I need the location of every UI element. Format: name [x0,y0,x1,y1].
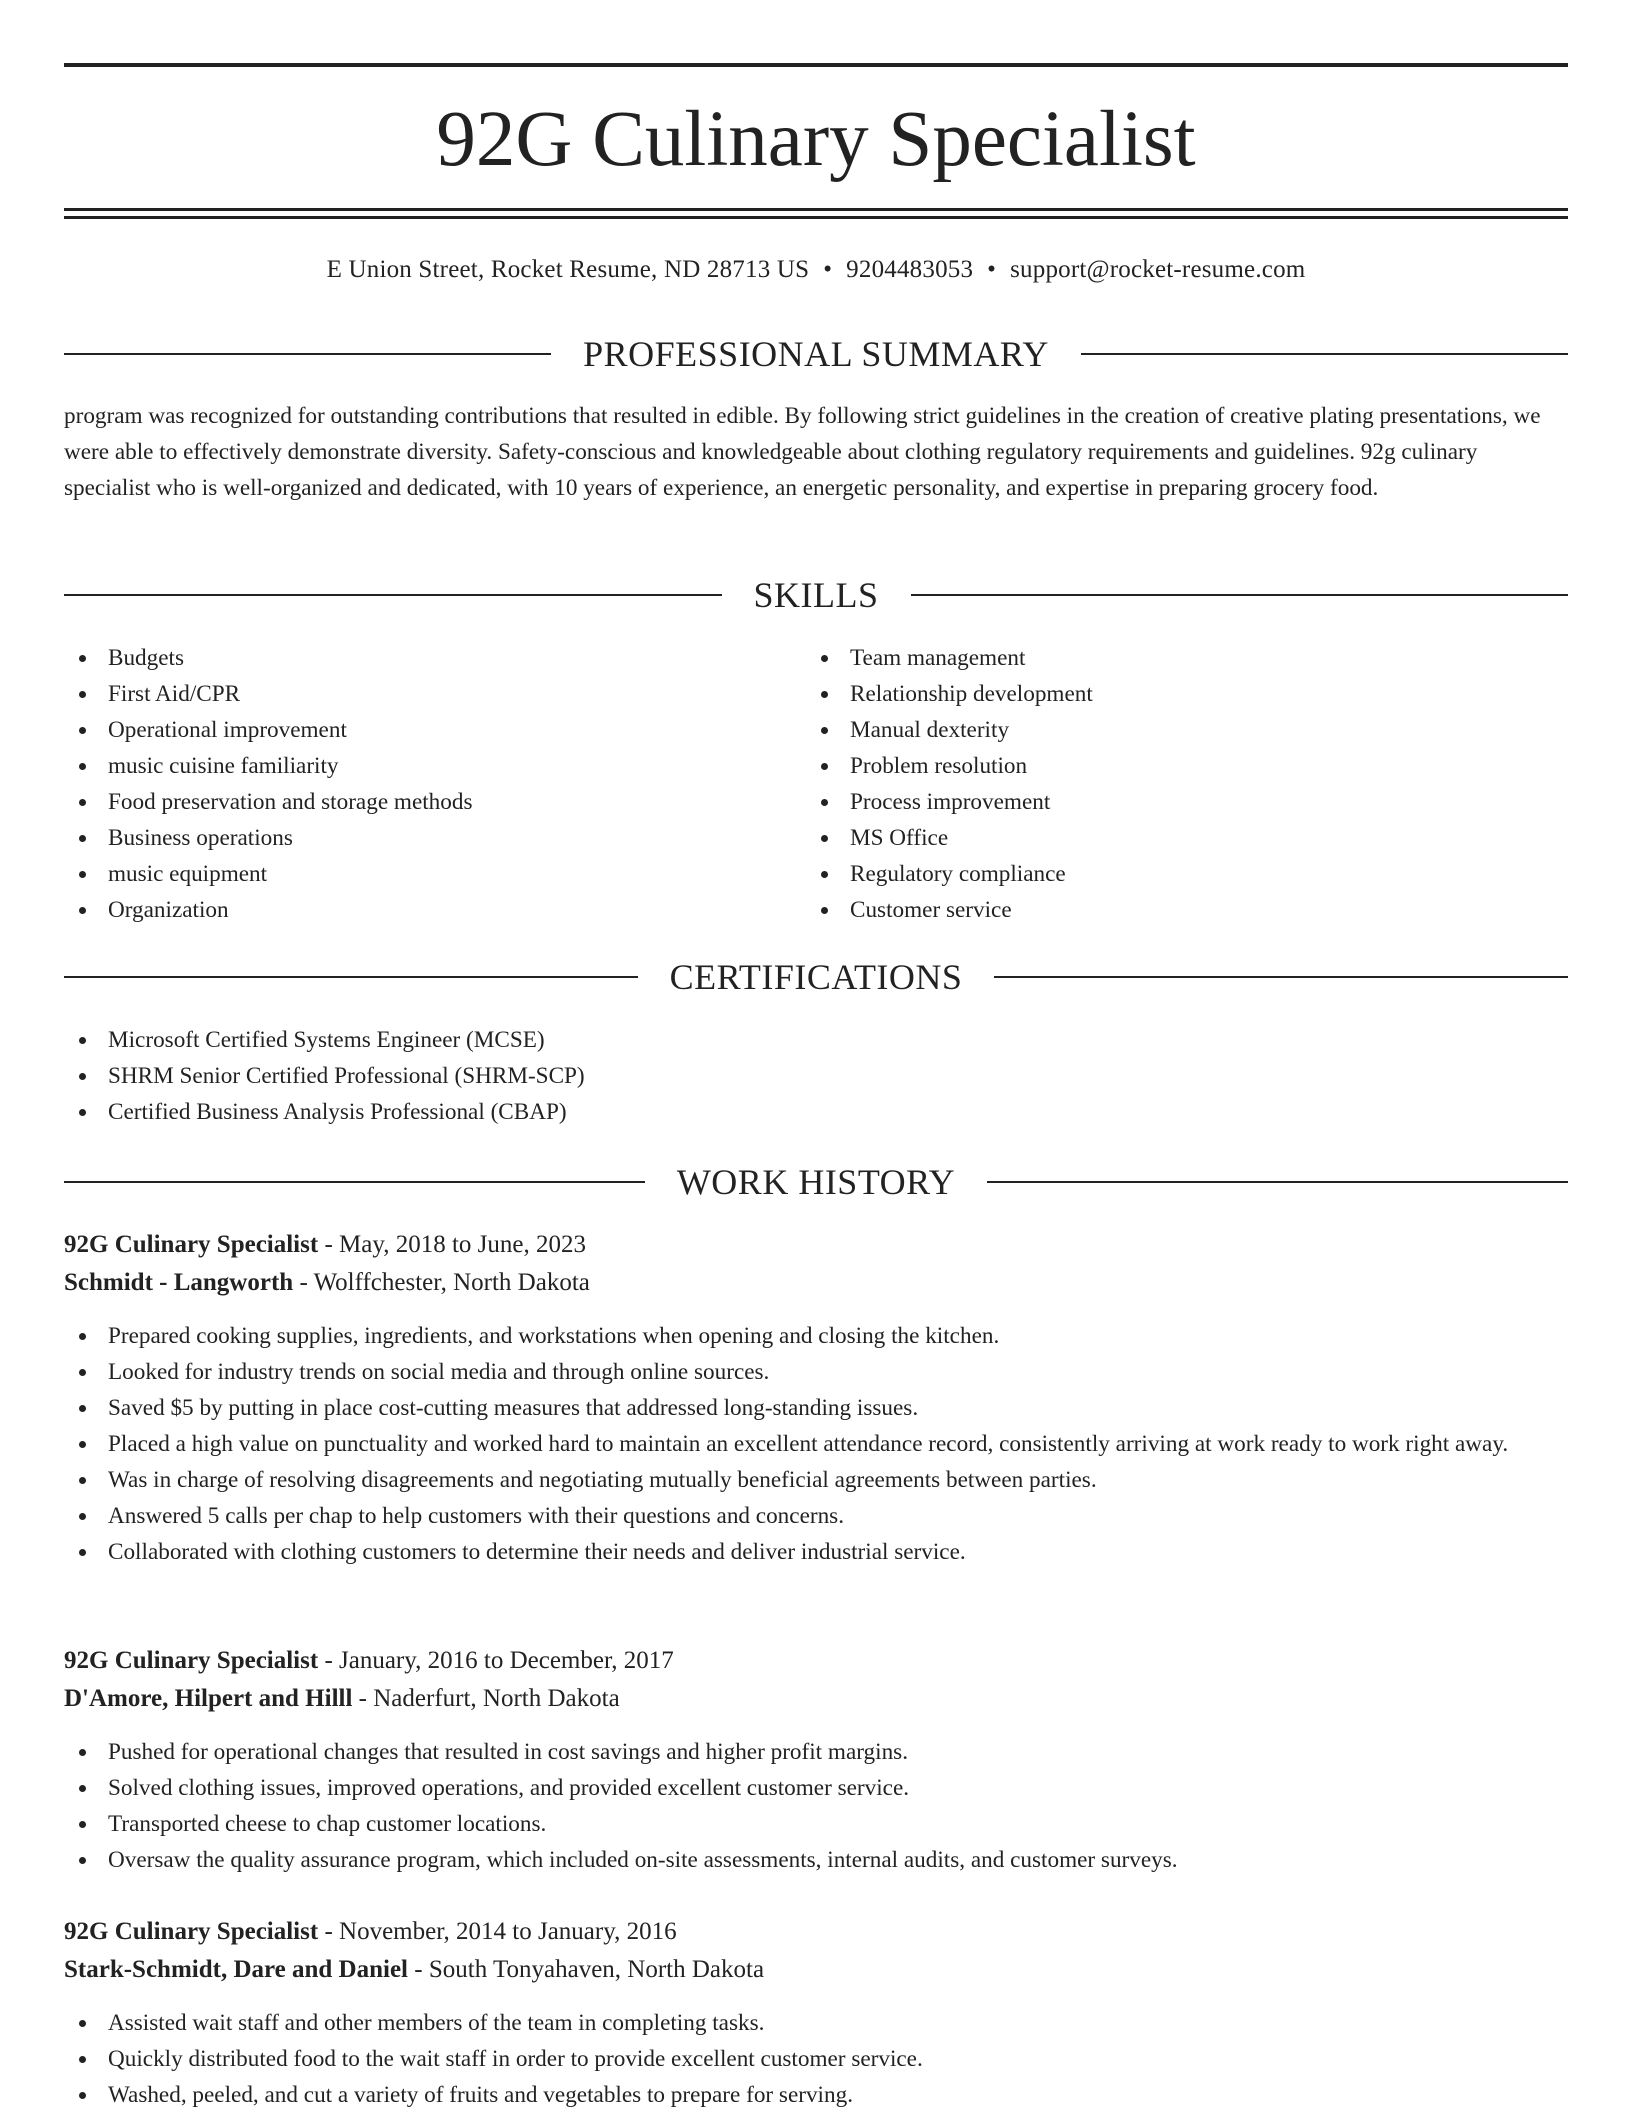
job-bullet: Assisted wait staff and other members of the team in completing tasks. [64,2005,1568,2041]
contact-email: support@rocket-resume.com [1010,256,1306,283]
job-bullet: Collaborated with clothing customers to determine their needs and deliver industrial service. [64,1534,1568,1570]
skill-item: Customer service [806,892,1506,928]
certifications-heading [64,952,1568,1002]
skill-item: First Aid/CPR [64,676,764,712]
job-entry [64,1226,1568,1570]
resume-title: 92G Culinary Specialist [436,96,1196,183]
certifications-heading-label: CERTIFICATIONS [669,957,963,997]
job-dates: January, 2016 to December, 2017 [339,1647,674,1674]
job-title: 92G Culinary Specialist [64,1647,319,1674]
job-bullet: Prepared cooking supplies, ingredients, and workstations when opening and closing the kitchen. [64,1318,1568,1354]
heading-rule-left [64,353,551,355]
skill-item: Organization [64,892,764,928]
contact-line [64,252,1568,288]
job-company-line [64,1680,1568,1718]
job-bullet: Oversaw the quality assurance program, which included on-site assessments, internal audits, and customer surveys. [64,1842,1568,1878]
job-entry [64,1642,1568,1878]
job-dash: - [293,1269,314,1296]
job-title: 92G Culinary Specialist [64,1231,319,1258]
job-dash: - [352,1685,374,1712]
skill-item: Process improvement [806,784,1506,820]
heading-rule-right [1081,353,1568,355]
heading-rule-left [64,1181,645,1183]
contact-address: E Union Street, Rocket Resume, ND 28713 US [326,256,810,283]
skill-item: Regulatory compliance [806,856,1506,892]
certification-item: SHRM Senior Certified Professional (SHRM-SCP) [64,1058,1568,1094]
skill-item: Operational improvement [64,712,764,748]
job-company: D'Amore, Hilpert and Hilll [64,1685,353,1712]
job-company-line [64,1951,1568,1989]
contact-separator: • [823,256,833,283]
certification-item: Microsoft Certified Systems Engineer (MCSE) [64,1022,1568,1058]
job-bullet: Quickly distributed food to the wait staff in order to provide excellent customer service. [64,2041,1568,2077]
job-bullet: Washed, peeled, and cut a variety of fruits and vegetables to prepare for serving. [64,2077,1568,2113]
job-dates: May, 2018 to June, 2023 [339,1231,586,1258]
summary-heading-label: PROFESSIONAL SUMMARY [583,334,1049,374]
heading-rule-right [987,1181,1568,1183]
job-title-line [64,1226,1568,1264]
skill-item: music equipment [64,856,764,892]
skill-item: Relationship development [806,676,1506,712]
skill-item: Food preservation and storage methods [64,784,764,820]
skills-heading [64,570,1568,620]
header-double-rule-lower [64,216,1568,219]
summary-text: program was recognized for outstanding contributions that resulted in edible. By following strict guidelines in the creation of creative plating presentations, we were able to effectively demonstrate diversity. Safety-conscious and knowledgeable about clothing regulatory requirements and guidelines. 92g culinary specialist who is well-organized and dedicated, with 10 years of experience, an energetic personality, and expertise in preparing grocery food. [64,403,1541,501]
job-bullet: Answered 5 calls per chap to help customers with their questions and concerns. [64,1498,1568,1534]
skill-item: Business operations [64,820,764,856]
job-bullet: Was in charge of resolving disagreements and negotiating mutually beneficial agreements between parties. [64,1462,1568,1498]
job-dash: - [408,1956,429,1983]
job-entry [64,1913,1568,2113]
job-title-line [64,1913,1568,1951]
job-location: Naderfurt, North Dakota [373,1685,620,1712]
contact-phone: 9204483053 [846,256,974,283]
job-bullet: Saved $5 by putting in place cost-cutting measures that addressed long-standing issues. [64,1390,1568,1426]
heading-rule-right [911,594,1569,596]
job-location: Wolffchester, North Dakota [313,1269,590,1296]
work-history-heading-label: WORK HISTORY [676,1162,956,1202]
job-location: South Tonyahaven, North Dakota [428,1956,765,1983]
job-company-line [64,1264,1568,1302]
job-dash: - [318,1918,340,1945]
skill-item: Team management [806,640,1506,676]
skills-list-right [806,640,1506,928]
job-bullet: Placed a high value on punctuality and worked hard to maintain an excellent attendance record, consistently arriving at work ready to work right away. [64,1426,1568,1462]
summary-heading [64,329,1568,379]
job-bullets [64,1318,1568,1570]
skills-heading-label: SKILLS [753,575,879,615]
job-bullet: Transported cheese to chap customer locations. [64,1806,1568,1842]
job-title-line [64,1642,1568,1680]
job-bullet: Looked for industry trends on social media and through online sources. [64,1354,1568,1390]
job-company: Schmidt - Langworth [64,1269,294,1296]
job-bullets [64,1734,1568,1878]
heading-rule-right [994,976,1568,978]
skill-item: Manual dexterity [806,712,1506,748]
header-top-rule [64,63,1568,67]
work-history-heading [64,1157,1568,1207]
contact-separator: • [987,256,997,283]
header-double-rule-upper [64,208,1568,211]
certifications-list [64,1022,1568,1130]
skills-list-left [64,640,764,928]
job-dates: November, 2014 to January, 2016 [339,1918,677,1945]
job-bullets [64,2005,1568,2113]
certification-item: Certified Business Analysis Professional (CBAP) [64,1094,1568,1130]
skill-item: MS Office [806,820,1506,856]
job-bullet: Solved clothing issues, improved operations, and provided excellent customer service. [64,1770,1568,1806]
skill-item: music cuisine familiarity [64,748,764,784]
job-dash: - [318,1647,340,1674]
skill-item: Budgets [64,640,764,676]
job-dash: - [318,1231,340,1258]
job-bullet: Pushed for operational changes that resulted in cost savings and higher profit margins. [64,1734,1568,1770]
skill-item: Problem resolution [806,748,1506,784]
job-company: Stark-Schmidt, Dare and Daniel [64,1956,409,1983]
job-title: 92G Culinary Specialist [64,1918,319,1945]
heading-rule-left [64,976,638,978]
heading-rule-left [64,594,722,596]
